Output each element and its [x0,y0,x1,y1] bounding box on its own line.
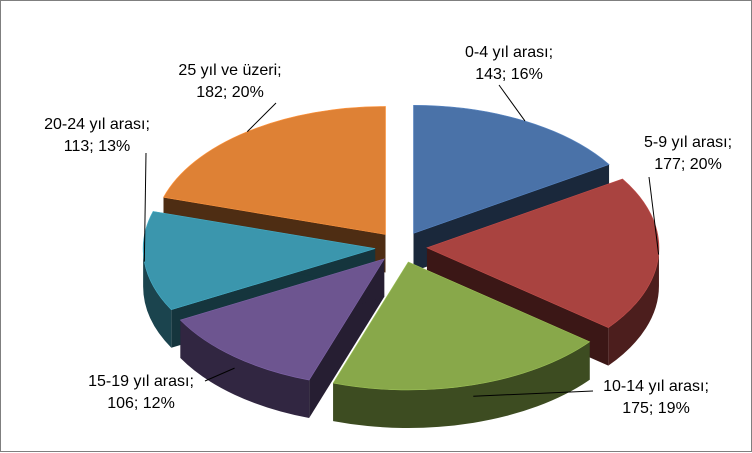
data-label-0-line2: 143; 16% [475,66,543,83]
data-label-1-line2: 177; 20% [654,156,722,173]
data-label-5-line1: 25 yıl ve üzeri; [178,62,282,79]
data-label-5-line2: 182; 20% [196,84,264,101]
data-label-1-line1: 5-9 yıl arası; [643,134,733,151]
data-label-3-line1: 15-19 yıl arası; [88,373,194,390]
data-label-4-line2: 113; 13% [63,138,131,155]
slices-layer [143,105,659,428]
data-label-3-line2: 106; 12% [107,395,175,412]
data-label-0-line1: 0-4 yıl arası; [464,44,554,61]
data-label-2-line1: 10-14 yıl arası; [603,378,709,395]
data-label-4-line1: 20-24 yıl arası; [44,116,150,133]
data-label-2-line2: 175; 19% [622,400,690,417]
pie-chart [1,1,752,453]
